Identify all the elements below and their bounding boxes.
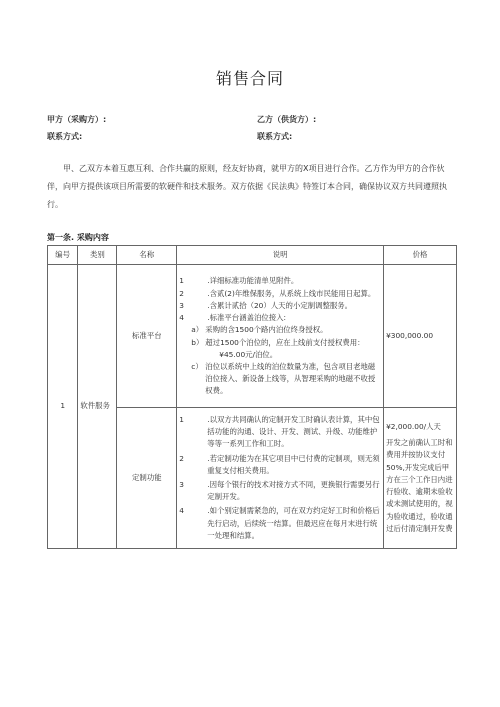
table-header-row (48, 246, 457, 265)
party-a-contact: 联系方式: (47, 132, 83, 141)
clause: 2 .若定制功能为在其它项目中已付费的定制项，则无须重复支付相关费用。 (179, 453, 380, 475)
clause: 1 .以双方共同确认的定制开发工时确认表计算，其中包括功能的沟通、设计、开发、测试、升级、功能维护等等一系列工作和工时。 (179, 414, 380, 449)
item-name: 定制功能 (117, 408, 177, 549)
clause: 3 .含累计贰拾（20）人天的小定制调整服务。 (179, 300, 353, 310)
header-price: 价格 (384, 246, 457, 265)
contract-title: 销售合同 (215, 69, 284, 88)
header-name: 名称 (117, 246, 177, 265)
header-number: 编号 (48, 246, 78, 265)
table-row (48, 265, 457, 408)
sub-clause: c） 泊位以系统中上线的泊位数量为准，包含项目老地磁泊位接入、新设备上线等，从智理采购的地磁不收授权费。 (191, 361, 376, 396)
item-price-cell (384, 408, 457, 549)
row-number: 1 (48, 265, 78, 549)
clause: 1 .详细标准功能清单见附件。 (179, 276, 299, 286)
clause: 3 .因每个银行的技术对接方式不同，更换银行需要另行定制开发。 (179, 480, 380, 502)
sub-clause: b） 超过1500个泊位的，应在上线前支付授权费用： (191, 337, 365, 347)
sub-clause: a） 采购的含1500个路内泊位终身授权。 (191, 325, 328, 335)
section-heading: 第一条. 采购内容 (47, 233, 109, 242)
item-price: ¥2,000.00/人天 (386, 422, 441, 432)
item-description (177, 265, 384, 408)
item-price-note: 开发之前确认工时和费用并按协议支付50%,开发完成后甲方在三个工作日内进行验收、逾期未验收或未测试使用的，视为验收通过，验收通过后付清定制开发费 (386, 438, 453, 533)
item-price: ¥300,000.00 (384, 265, 457, 408)
clause: 2 .含贰(2)年维保服务，从系统上线市民能用日起算。 (179, 288, 376, 298)
item-description (177, 408, 384, 549)
header-description: 说明 (177, 246, 384, 265)
sub-clause-continued: ¥45.00元/泊位。 (219, 349, 278, 359)
clause: 4 .标准平台涵盖泊位接入: (179, 313, 287, 323)
party-a-label: 甲方（采购方）: (47, 115, 107, 124)
intro-paragraph: 甲、乙双方本着互惠互利、合作共赢的原则，经友好协商，就甲方的X项目进行合作。乙方作为甲方的合作伙伴，向甲方提供该项目所需要的软硬件和技术服务。双方依据《民法典》特签订本合同，确保协议双方共同遵照执行。 (47, 164, 447, 209)
header-category: 类别 (78, 246, 117, 265)
party-b-contact: 联系方式: (257, 132, 293, 141)
row-category: 软件服务 (78, 265, 117, 549)
item-name: 标准平台 (117, 265, 177, 408)
purchase-table (47, 245, 457, 549)
party-b-label: 乙方（供货方）: (257, 115, 317, 124)
clause: 4 .如个别定制需紧急的，可在双方约定好工时和价格后先行启动，后续统一结算。但最迟应在每月末进行统一处理和结算。 (179, 506, 380, 540)
